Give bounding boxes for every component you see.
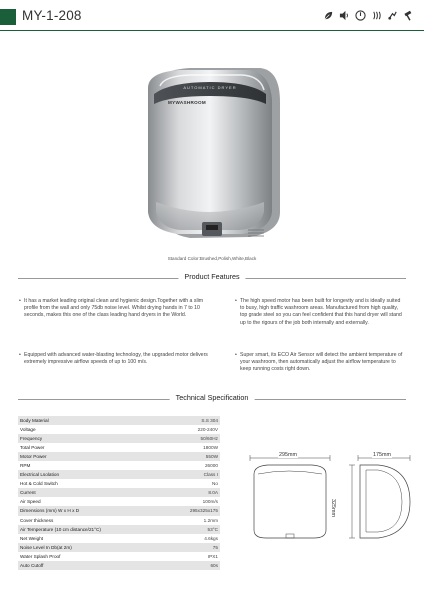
spec-value: 1800W: [203, 445, 218, 451]
spec-row: [18, 479, 220, 488]
spec-key: Electrical Lsolation: [20, 472, 60, 478]
brand-logo: MYWASHROOM: [168, 100, 206, 105]
spec-value: Class I: [203, 472, 218, 478]
spec-key: Hot & Cold Switch: [20, 481, 58, 487]
spec-key: Air Speed: [20, 499, 41, 505]
product-features-heading: Product Features: [18, 272, 406, 284]
spec-key: Auto Cutoff: [20, 562, 44, 568]
spec-key: RPM: [20, 463, 31, 469]
spec-key: Noise Level In Db(at 2m): [20, 544, 72, 550]
feature-item: • The high speed motor has been built for longevity and is ideally suited to busy, high traffic washroom areas. Manufactured from high quality, top grade steel so you can feel confident that this hand dryer will stand up to the rigours of the job both internally and externally.: [235, 298, 402, 326]
spec-value: 100m/s: [202, 499, 218, 505]
spec-key: Frequency: [20, 436, 43, 442]
header-accent-bar: [0, 9, 16, 25]
spec-row: [18, 552, 220, 561]
sound-icon: [338, 9, 350, 21]
feature-icons: [322, 9, 414, 21]
power-icon: [354, 9, 366, 21]
model-title: MY-1-208: [22, 8, 82, 23]
width-dimension: 295mm: [279, 452, 297, 458]
spec-key: Motor Power: [20, 454, 47, 460]
spec-key: Air Temperature (10 cm distance/21°C): [20, 526, 101, 532]
feature-item: • Super smart, its ECO Air Sensor will detect the ambient temperature of your washroom, then automatically adjust the airflow temperature to keep running costs right down.: [235, 352, 403, 373]
front-view-drawing: [250, 455, 330, 538]
spec-value: S.S 304: [201, 418, 218, 424]
spec-key: Water Splash Proof: [20, 553, 61, 559]
spec-row: [18, 543, 220, 552]
sensor-icon: [386, 9, 398, 21]
spec-key: Current: [20, 490, 36, 496]
spec-value: No: [212, 481, 218, 487]
spec-row: [18, 461, 220, 470]
spec-key: Total Power: [20, 445, 45, 451]
spec-row: [18, 516, 220, 525]
spec-row: [18, 452, 220, 461]
spec-value: 220-240V: [197, 427, 218, 433]
spec-value: 1.2mm: [203, 517, 218, 523]
depth-dimension: 175mm: [373, 452, 391, 458]
spec-row: [18, 525, 220, 534]
spec-value: 4.6kgs: [204, 535, 218, 541]
spec-row: [18, 488, 220, 497]
hand-dryer-image: [130, 62, 290, 252]
page-header: [0, 0, 424, 34]
standard-color-caption: Standard Color:Brushed,Polish,White,Black: [167, 256, 257, 261]
spec-row: [18, 416, 220, 425]
spec-row: [18, 506, 220, 515]
spec-value: 75: [212, 544, 218, 550]
spec-row: [18, 434, 220, 443]
spec-value: 60s: [210, 562, 218, 568]
panel-text: AUTOMATIC DRYER: [183, 85, 237, 90]
hammer-icon: [402, 9, 414, 21]
spec-key: Body Material: [20, 418, 49, 424]
spec-value: IPX1: [207, 553, 218, 559]
spec-value: 550W: [205, 454, 218, 460]
spec-key: Dimensions (mm) W x H x D: [20, 508, 80, 514]
water-splash-icon: [370, 9, 382, 21]
spec-key: Net Weight: [20, 535, 44, 541]
spec-value: 8.0A: [208, 490, 218, 496]
spec-row: [18, 534, 220, 543]
leaf-icon: [322, 9, 334, 21]
spec-row: [18, 425, 220, 434]
spec-key: Cover thickness: [20, 517, 54, 523]
spec-value: 26000: [204, 463, 218, 469]
technical-spec-heading: Technical Specification: [18, 393, 406, 405]
side-view-drawing: [349, 455, 410, 538]
spec-key: Voltage: [20, 427, 36, 433]
spec-value: 50/60Hz: [200, 436, 218, 442]
spec-value: 53°C: [207, 526, 218, 532]
header-rule: [0, 30, 424, 31]
spec-row: [18, 561, 220, 570]
spec-row: [18, 470, 220, 479]
feature-item: • Equipped with advanced water-blasting technology, the upgraded motor delivers extremely impressive airflow speeds of up to 100 m/s.: [19, 352, 208, 366]
dimension-drawings: [238, 452, 418, 542]
spec-table: [18, 416, 220, 570]
height-dimension: 325mm: [330, 499, 336, 517]
spec-row: [18, 497, 220, 506]
feature-item: • It has a market leading original clean and hygienic design.Together with a slim profile from the wall and only 75db noise level. Whilst drying hands in 7 to 10 seconds, makes this one of the class leading hand dryers in the World.: [19, 298, 204, 319]
spec-row: [18, 443, 220, 452]
spec-value: 295x325x175: [189, 508, 218, 514]
